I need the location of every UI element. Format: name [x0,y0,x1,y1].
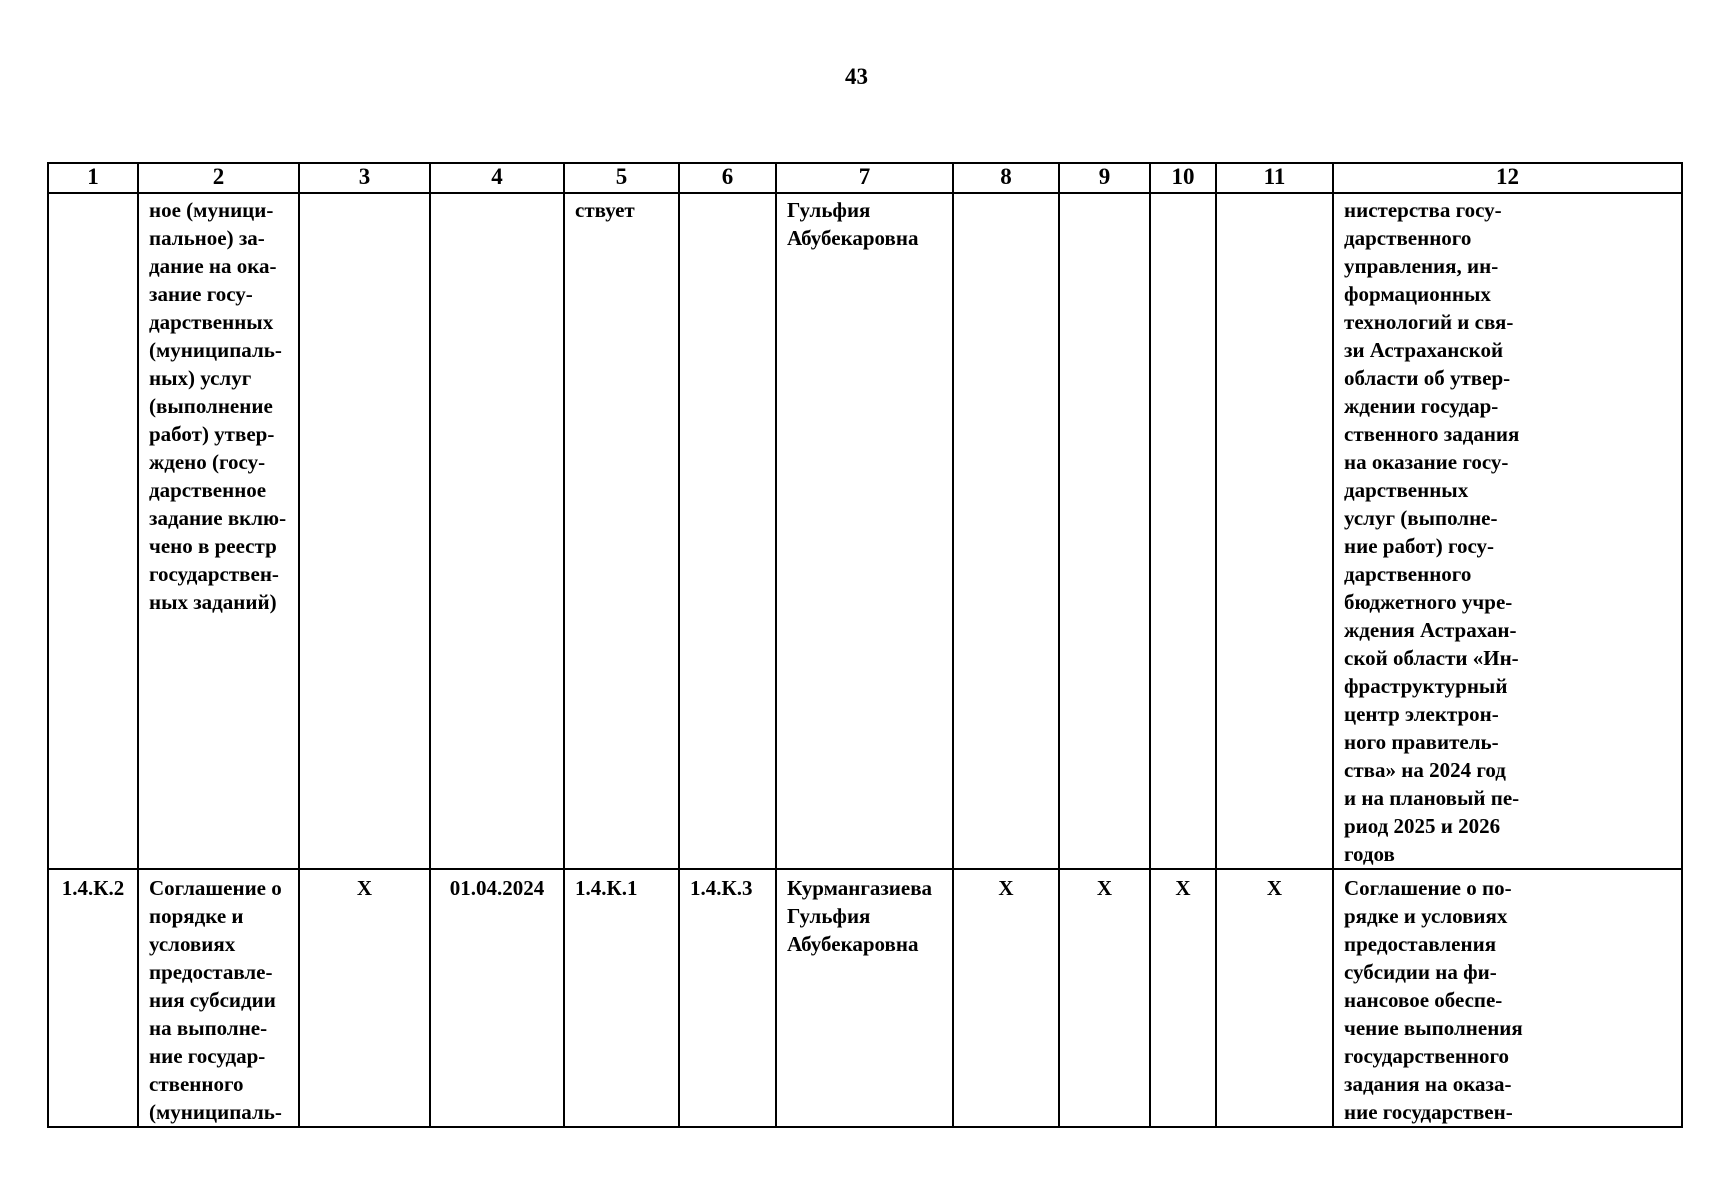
column-header: 5 [564,163,679,193]
table-cell: ствует [564,193,679,869]
column-header: 1 [48,163,138,193]
table-row [48,193,1682,869]
column-header: 2 [138,163,299,193]
table-header-row [48,163,1682,193]
column-header: 10 [1150,163,1216,193]
table-cell [1059,193,1150,869]
table-cell-responsible: Курмангазиева Гульфия Абубекаровна [776,869,953,1127]
column-header: 12 [1333,163,1682,193]
column-header: 6 [679,163,776,193]
plan-table [47,162,1683,1128]
table-cell [1216,193,1333,869]
column-header: 4 [430,163,564,193]
table-cell: X [1216,869,1333,1127]
column-header: 3 [299,163,430,193]
column-header: 8 [953,163,1059,193]
table-cell [679,193,776,869]
table-cell-description: Соглашение о порядке и условиях предоставле- ния субсидии на выполне- ние государ- ственного (муниципаль- [138,869,299,1127]
page-number: 43 [845,64,868,89]
table-cell [1150,193,1216,869]
table-cell: X [953,869,1059,1127]
table-cell-id [48,193,138,869]
table-cell-id: 1.4.К.2 [48,869,138,1127]
column-header: 7 [776,163,953,193]
table-cell-description: ное (муници- пальное) за- дание на ока- зание госу- дарственных (муниципаль- ных) услуг (выполнение работ) утвер- ждено (госу- дарственное задание вклю- чено в реестр государствен- ных заданий) [138,193,299,869]
table-cell [299,193,430,869]
table-cell: 1.4.К.1 [564,869,679,1127]
table-cell: 1.4.К.3 [679,869,776,1127]
table-cell-date: 01.04.2024 [430,869,564,1127]
column-header: 11 [1216,163,1333,193]
table-cell-date [430,193,564,869]
table-row [48,869,1682,1127]
table-cell: X [1059,869,1150,1127]
table-cell-result: Соглашение о по- рядке и условиях предоставления субсидии на фи- нансовое обеспе- чение выполнения государственного задания на оказа- ние государствен- [1333,869,1682,1127]
table-cell-result: нистерства госу- дарственного управления, ин- формационных технологий и свя- зи Астраханской области об утвер- ждении государ- ственного задания на оказание госу- дарственных услуг (выполне- ние работ) госу- дарственного бюджетного учре- ждения Астрахан- ской области «Ин- фраструктурный центр электрон- ного правитель- ства» на 2024 год и на плановый пе- риод 2025 и 2026 годов [1333,193,1682,869]
table-cell: X [299,869,430,1127]
column-header: 9 [1059,163,1150,193]
table-cell-responsible: Гульфия Абубекаровна [776,193,953,869]
table-cell: X [1150,869,1216,1127]
table-cell [953,193,1059,869]
